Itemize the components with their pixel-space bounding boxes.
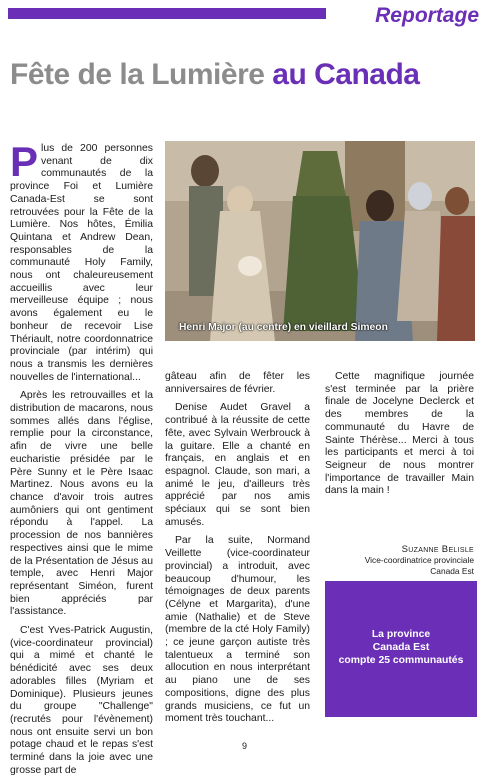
- article-column-2: [165, 371, 310, 732]
- signature-block: [344, 544, 474, 577]
- drop-cap: P: [10, 138, 39, 185]
- photo-caption: Henri Major (au centre) en vieillard Simeon: [179, 322, 388, 333]
- page-title: [10, 58, 420, 92]
- section-label: Reportage: [375, 4, 479, 27]
- page-number: 9: [241, 741, 247, 751]
- paragraph: Par la suite, Normand Veillette (vice-coordinateur provincial) a introduit, avec beaucoup d'humour, les témoignages de deux parents (Célyne et Margarita), d'une amie (Nathalie) et de Steve (membre de la cté Holy Family) ; ce jeune garçon autiste très talentueux a terminé son allocution en nous interprétant au piano une de ses compositions, digne des plus grands musiciens, ce fut un moment très touchant...: [165, 535, 310, 725]
- paragraph: Denise Audet Gravel a contribué à la réussite de cette fête, avec Sylvain Werbrouck à la guitare. Elle a chanté en français, en anglais et en espagnol. Claude, son mari, a animé le jeu, d'ailleurs très apprécié par nos amis spéciaux qui se sont bien amusés.: [165, 402, 310, 528]
- article-column-3: [325, 371, 474, 504]
- paragraph: lus de 200 personnes venant de dix communautés de la province Foi et Lumière Canada-Est se sont retrouvées pour la Fête de la Lumière. Nos hôtes, Émilia Quintana et Andrew Dean, responsables de la communauté Holy Family, nous ont chaleureusement accueillis avec leur merveilleuse équipe ; nous avons également eu le bonheur de recevoir Lise Thériault, notre coordonnatrice provinciale (par intérim) qui nous a transmis les dernières nouvelles de l'international...: [10, 143, 153, 383]
- paragraph: Après les retrouvailles et la distribution de macarons, nous sommes allés dans l'église, remplie pour la circonstance, afin de vivre une belle eucharistie présidée par le Père Sunny et le Père Isaac Martinez. Nous avons eu la chance d'avoir trois autres aumôniers qui ont gentiment répondu à l'appel. La procession de nos bannières respectives ainsi que le mime de la Présentation de Jésus au temple, avec Henri Major représentant Siméon, furent bien appréciés par l'assistance.: [10, 390, 153, 618]
- paragraph: C'est Yves-Patrick Augustin, (vice-coordinateur provincial) qui a mimé et chanté le bénédicité avec ses deux adorables filles (Myriam et Dominique). Plusieurs jeunes du groupe "Challenge" (recrutés pour l'évènement) nous ont ensuite servi un bon potage chaud et le repas s'est terminé dans la joie avec une grosse part de: [10, 625, 153, 776]
- header-bar: [8, 8, 326, 19]
- info-line-1: La province: [371, 629, 431, 640]
- info-line-2: Canada Est: [372, 642, 430, 653]
- signature-role: Vice-coordinatrice provinciale: [364, 555, 474, 565]
- event-photo: [165, 141, 475, 341]
- info-box: [325, 581, 477, 717]
- paragraph: gâteau afin de fêter les anniversaires de février.: [165, 371, 310, 395]
- photo-image: [165, 141, 475, 341]
- title-part-purple: au Canada: [272, 58, 420, 91]
- signature-name: Suzanne Belisle: [401, 544, 474, 555]
- title-part-gray: Fête de la Lumière: [10, 58, 265, 91]
- signature-region: Canada Est: [430, 566, 474, 576]
- info-line-3: compte 25 communautés: [338, 655, 464, 666]
- article-column-1: [10, 138, 153, 783]
- paragraph: Cette magnifique journée s'est terminée par la prière finale de Jocelyne Declerck et des membres de la communauté du Havre de Sainte Thérèse... Merci à tous les participants et merci à toi Seigneur de nous montrer l'importance de travailler Main dans la main !: [325, 371, 474, 497]
